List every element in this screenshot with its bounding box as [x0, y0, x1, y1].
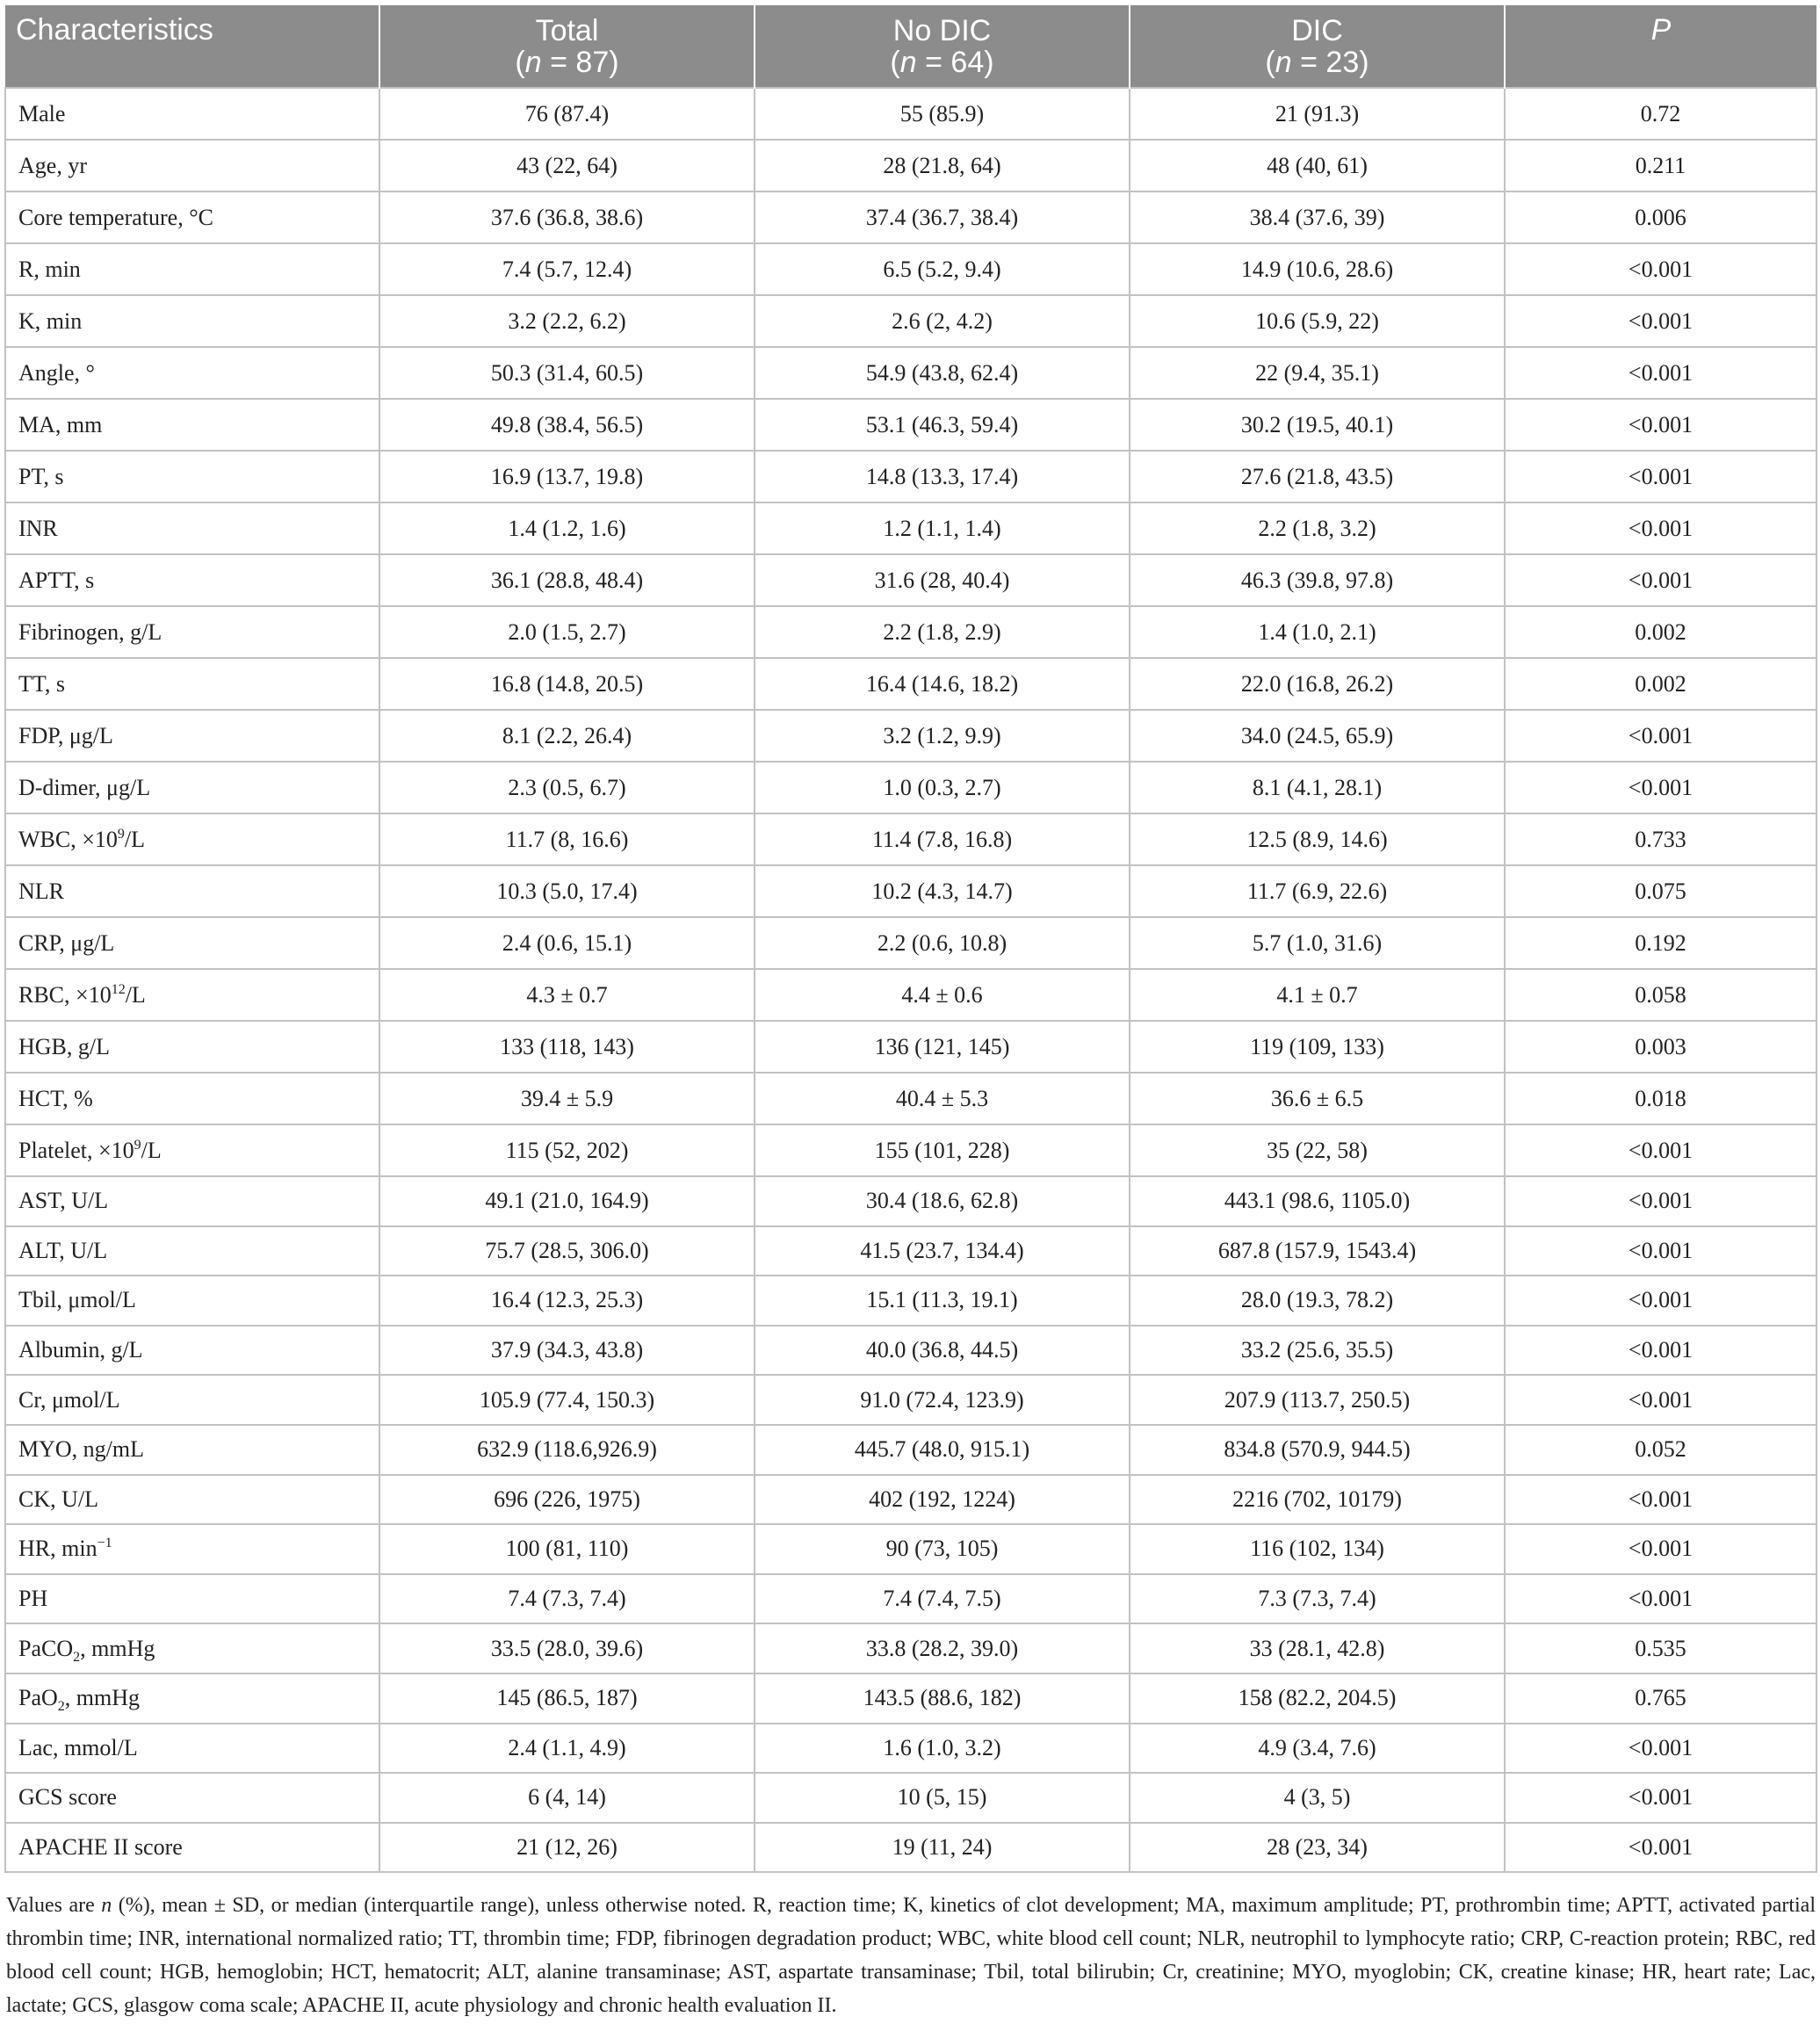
cell-p: <0.001	[1505, 1724, 1816, 1774]
cell-p: <0.001	[1505, 295, 1816, 347]
cell-total: 33.5 (28.0, 39.6)	[379, 1623, 755, 1673]
row-label: D-dimer, μg/L	[5, 762, 379, 813]
header-row	[5, 5, 1816, 88]
cell-dic: 8.1 (4.1, 28.1)	[1130, 762, 1505, 813]
cell-total: 7.4 (7.3, 7.4)	[379, 1574, 755, 1624]
table-row	[5, 347, 1816, 399]
cell-p: 0.058	[1505, 969, 1816, 1021]
cell-total: 21 (12, 26)	[379, 1823, 755, 1873]
cell-p: <0.001	[1505, 451, 1816, 502]
cell-p: 0.192	[1505, 917, 1816, 969]
cell-total: 76 (87.4)	[379, 88, 755, 140]
cell-dic: 22.0 (16.8, 26.2)	[1130, 658, 1505, 710]
row-label: Tbil, μmol/L	[5, 1276, 379, 1326]
cell-dic: 21 (91.3)	[1130, 88, 1505, 140]
cell-no-dic: 28 (21.8, 64)	[755, 140, 1130, 192]
cell-total: 6 (4, 14)	[379, 1773, 755, 1823]
row-label: HGB, g/L	[5, 1021, 379, 1073]
cell-no-dic: 15.1 (11.3, 19.1)	[755, 1276, 1130, 1326]
cell-p: <0.001	[1505, 1475, 1816, 1525]
header-no-dic	[755, 5, 1130, 88]
cell-no-dic: 91.0 (72.4, 123.9)	[755, 1375, 1130, 1425]
cell-no-dic: 155 (101, 228)	[755, 1124, 1130, 1176]
cell-dic: 119 (109, 133)	[1130, 1021, 1505, 1073]
row-label: Fibrinogen, g/L	[5, 606, 379, 658]
cell-p: <0.001	[1505, 554, 1816, 606]
cell-dic: 7.3 (7.3, 7.4)	[1130, 1574, 1505, 1624]
row-label: CRP, μg/L	[5, 917, 379, 969]
cell-no-dic: 3.2 (1.2, 9.9)	[755, 710, 1130, 762]
cell-total: 2.0 (1.5, 2.7)	[379, 606, 755, 658]
table-row	[5, 658, 1816, 710]
cell-total: 133 (118, 143)	[379, 1021, 755, 1073]
table-row	[5, 865, 1816, 917]
row-label: PH	[5, 1574, 379, 1624]
cell-total: 2.4 (0.6, 15.1)	[379, 917, 755, 969]
cell-p: 0.765	[1505, 1673, 1816, 1724]
table-row	[5, 1375, 1816, 1425]
cell-no-dic: 40.0 (36.8, 44.5)	[755, 1326, 1130, 1376]
header-p	[1505, 5, 1816, 88]
cell-total: 37.9 (34.3, 43.8)	[379, 1326, 755, 1376]
row-label: FDP, μg/L	[5, 710, 379, 762]
cell-total: 7.4 (5.7, 12.4)	[379, 243, 755, 295]
table-row	[5, 1425, 1816, 1475]
cell-dic: 33.2 (25.6, 35.5)	[1130, 1326, 1505, 1376]
row-label: R, min	[5, 243, 379, 295]
cell-total: 3.2 (2.2, 6.2)	[379, 295, 755, 347]
cell-total: 1.4 (1.2, 1.6)	[379, 502, 755, 554]
cell-p: 0.72	[1505, 88, 1816, 140]
cell-dic: 28 (23, 34)	[1130, 1823, 1505, 1873]
cell-no-dic: 54.9 (43.8, 62.4)	[755, 347, 1130, 399]
cell-dic: 158 (82.2, 204.5)	[1130, 1673, 1505, 1724]
cell-no-dic: 2.2 (1.8, 2.9)	[755, 606, 1130, 658]
cell-no-dic: 143.5 (88.6, 182)	[755, 1673, 1130, 1724]
table-row	[5, 813, 1816, 865]
table-row	[5, 1574, 1816, 1624]
cell-no-dic: 55 (85.9)	[755, 88, 1130, 140]
cell-dic: 116 (102, 134)	[1130, 1524, 1505, 1574]
cell-p: 0.211	[1505, 140, 1816, 192]
header-p-label: P	[1650, 13, 1672, 47]
cell-dic: 28.0 (19.3, 78.2)	[1130, 1276, 1505, 1326]
cell-p: <0.001	[1505, 1326, 1816, 1376]
cell-no-dic: 11.4 (7.8, 16.8)	[755, 813, 1130, 865]
row-label: Age, yr	[5, 140, 379, 192]
cell-p: <0.001	[1505, 1773, 1816, 1823]
cell-total: 16.4 (12.3, 25.3)	[379, 1276, 755, 1326]
row-label: RBC, $\times 10^{12}/L$	[5, 969, 379, 1021]
cell-dic: 4.1 ± 0.7	[1130, 969, 1505, 1021]
row-label: Lac, mmol/L	[5, 1724, 379, 1774]
header-characteristics	[5, 5, 379, 88]
row-label: ALT, U/L	[5, 1226, 379, 1276]
cell-total: 36.1 (28.8, 48.4)	[379, 554, 755, 606]
table-row	[5, 451, 1816, 502]
row-label: Platelet, $\times 10^9/L$	[5, 1124, 379, 1176]
table-row	[5, 1276, 1816, 1326]
cell-dic: 4 (3, 5)	[1130, 1773, 1505, 1823]
cell-dic: 4.9 (3.4, 7.6)	[1130, 1724, 1505, 1774]
cell-p: <0.001	[1505, 1124, 1816, 1176]
table-row	[5, 1823, 1816, 1873]
cell-p: 0.002	[1505, 658, 1816, 710]
cell-dic: 2216 (702, 10179)	[1130, 1475, 1505, 1525]
cell-no-dic: 10.2 (4.3, 14.7)	[755, 865, 1130, 917]
cell-p: <0.001	[1505, 1226, 1816, 1276]
table-container	[4, 5, 1816, 2022]
row-label: K, min	[5, 295, 379, 347]
cell-dic: 48 (40, 61)	[1130, 140, 1505, 192]
table-row	[5, 1724, 1816, 1774]
table-row	[5, 1226, 1816, 1276]
cell-total: 10.3 (5.0, 17.4)	[379, 865, 755, 917]
cell-dic: 36.6 ± 6.5	[1130, 1073, 1505, 1124]
cell-no-dic: 1.6 (1.0, 3.2)	[755, 1724, 1130, 1774]
cell-dic: 443.1 (98.6, 1105.0)	[1130, 1176, 1505, 1226]
cell-no-dic: 53.1 (46.3, 59.4)	[755, 399, 1130, 451]
cell-dic: 35 (22, 58)	[1130, 1124, 1505, 1176]
cell-dic: 5.7 (1.0, 31.6)	[1130, 917, 1505, 969]
row-label: NLR	[5, 865, 379, 917]
cell-p: 0.018	[1505, 1073, 1816, 1124]
table-row	[5, 1176, 1816, 1226]
cell-no-dic: 2.6 (2, 4.2)	[755, 295, 1130, 347]
cell-no-dic: 402 (192, 1224)	[755, 1475, 1130, 1525]
cell-no-dic: 4.4 ± 0.6	[755, 969, 1130, 1021]
table-row	[5, 1021, 1816, 1073]
cell-p: 0.006	[1505, 192, 1816, 243]
cell-p: <0.001	[1505, 347, 1816, 399]
cell-total: 50.3 (31.4, 60.5)	[379, 347, 755, 399]
cell-dic: 1.4 (1.0, 2.1)	[1130, 606, 1505, 658]
header-total-label: Total	[535, 13, 599, 47]
cell-total: 105.9 (77.4, 150.3)	[379, 1375, 755, 1425]
cell-p: <0.001	[1505, 399, 1816, 451]
table-row	[5, 1673, 1816, 1724]
cell-dic: 27.6 (21.8, 43.5)	[1130, 451, 1505, 502]
header-total	[379, 5, 755, 88]
table-row	[5, 917, 1816, 969]
cell-p: <0.001	[1505, 1375, 1816, 1425]
table-body	[5, 88, 1816, 1872]
table-row	[5, 88, 1816, 140]
table-row	[5, 399, 1816, 451]
row-label: HCT, %	[5, 1073, 379, 1124]
row-label: HR, $\min^{-1}$	[5, 1524, 379, 1574]
cell-total: 100 (81, 110)	[379, 1524, 755, 1574]
cell-total: 11.7 (8, 16.6)	[379, 813, 755, 865]
header-total-n: (n = 87)	[515, 45, 619, 79]
cell-no-dic: 16.4 (14.6, 18.2)	[755, 658, 1130, 710]
row-label: MYO, ng/mL	[5, 1425, 379, 1475]
cell-total: 49.8 (38.4, 56.5)	[379, 399, 755, 451]
cell-no-dic: 1.2 (1.1, 1.4)	[755, 502, 1130, 554]
cell-total: 37.6 (36.8, 38.6)	[379, 192, 755, 243]
cell-no-dic: 2.2 (0.6, 10.8)	[755, 917, 1130, 969]
table-row	[5, 1773, 1816, 1823]
characteristics-table	[4, 5, 1817, 1873]
row-label: APACHE II score	[5, 1823, 379, 1873]
cell-no-dic: 40.4 ± 5.3	[755, 1073, 1130, 1124]
table-header	[5, 5, 1816, 88]
row-label: CK, U/L	[5, 1475, 379, 1525]
cell-dic: 22 (9.4, 35.1)	[1130, 347, 1505, 399]
table-row	[5, 295, 1816, 347]
cell-total: 39.4 ± 5.9	[379, 1073, 755, 1124]
table-row	[5, 554, 1816, 606]
table-row	[5, 1475, 1816, 1525]
cell-p: 0.733	[1505, 813, 1816, 865]
row-label: PaO$_2$, mmHg	[5, 1673, 379, 1724]
cell-total: 75.7 (28.5, 306.0)	[379, 1226, 755, 1276]
cell-total: 49.1 (21.0, 164.9)	[379, 1176, 755, 1226]
cell-total: 16.8 (14.8, 20.5)	[379, 658, 755, 710]
table-row	[5, 606, 1816, 658]
cell-total: 632.9 (118.6,926.9)	[379, 1425, 755, 1475]
cell-p: <0.001	[1505, 1524, 1816, 1574]
table-row	[5, 1326, 1816, 1376]
cell-no-dic: 33.8 (28.2, 39.0)	[755, 1623, 1130, 1673]
table-row	[5, 140, 1816, 192]
cell-dic: 10.6 (5.9, 22)	[1130, 295, 1505, 347]
cell-total: 115 (52, 202)	[379, 1124, 755, 1176]
cell-no-dic: 136 (121, 145)	[755, 1021, 1130, 1073]
cell-p: 0.003	[1505, 1021, 1816, 1073]
cell-dic: 11.7 (6.9, 22.6)	[1130, 865, 1505, 917]
cell-p: <0.001	[1505, 1176, 1816, 1226]
row-label: Albumin, g/L	[5, 1326, 379, 1376]
cell-total: 8.1 (2.2, 26.4)	[379, 710, 755, 762]
row-label: GCS score	[5, 1773, 379, 1823]
header-no-dic-label: No DIC	[892, 13, 992, 47]
row-label: AST, U/L	[5, 1176, 379, 1226]
cell-no-dic: 37.4 (36.7, 38.4)	[755, 192, 1130, 243]
cell-p: <0.001	[1505, 243, 1816, 295]
row-label: PT, s	[5, 451, 379, 502]
table-row	[5, 1524, 1816, 1574]
cell-total: 43 (22, 64)	[379, 140, 755, 192]
header-dic-n: (n = 23)	[1265, 45, 1369, 79]
cell-no-dic: 14.8 (13.3, 17.4)	[755, 451, 1130, 502]
cell-total: 4.3 ± 0.7	[379, 969, 755, 1021]
row-label: Cr, μmol/L	[5, 1375, 379, 1425]
cell-dic: 14.9 (10.6, 28.6)	[1130, 243, 1505, 295]
table-row	[5, 502, 1816, 554]
cell-dic: 207.9 (113.7, 250.5)	[1130, 1375, 1505, 1425]
cell-dic: 38.4 (37.6, 39)	[1130, 192, 1505, 243]
header-no-dic-n: (n = 64)	[890, 45, 994, 79]
cell-dic: 12.5 (8.9, 14.6)	[1130, 813, 1505, 865]
table-row	[5, 243, 1816, 295]
table-row	[5, 710, 1816, 762]
row-label: MA, mm	[5, 399, 379, 451]
cell-total: 2.4 (1.1, 4.9)	[379, 1724, 755, 1774]
cell-dic: 2.2 (1.8, 3.2)	[1130, 502, 1505, 554]
cell-no-dic: 6.5 (5.2, 9.4)	[755, 243, 1130, 295]
cell-no-dic: 445.7 (48.0, 915.1)	[755, 1425, 1130, 1475]
table-row	[5, 762, 1816, 813]
row-label: WBC, $\times 10^9/L$	[5, 813, 379, 865]
cell-total: 2.3 (0.5, 6.7)	[379, 762, 755, 813]
cell-dic: 834.8 (570.9, 944.5)	[1130, 1425, 1505, 1475]
table-footnote: Values are n (%), mean ± SD, or median (interquartile range), unless otherwise noted. R, reaction time; K, kinetics of clot development; MA, maximum amplitude; PT, prothrombin time; APTT, activated partial thrombin time; INR, international normalized ratio; TT, thrombin time; FDP, fibrinogen degradation product; WBC, white blood cell count; NLR, neutrophil to lymphocyte ratio; CRP, C-reaction protein; RBC, red blood cell count; HGB, hemoglobin; HCT, hematocrit; ALT, alanine transaminase; AST, aspartate transaminase; Tbil, total bilirubin; Cr, creatinine; MYO, myoglobin; CK, creatine kinase; HR, heart rate; Lac, lactate; GCS, glasgow coma scale; APACHE II, acute physiology and chronic health evaluation II.	[6, 1894, 1816, 2018]
cell-p: 0.075	[1505, 865, 1816, 917]
cell-dic: 33 (28.1, 42.8)	[1130, 1623, 1505, 1673]
cell-no-dic: 31.6 (28, 40.4)	[755, 554, 1130, 606]
cell-no-dic: 41.5 (23.7, 134.4)	[755, 1226, 1130, 1276]
cell-p: <0.001	[1505, 1276, 1816, 1326]
cell-no-dic: 7.4 (7.4, 7.5)	[755, 1574, 1130, 1624]
header-characteristics-label: Characteristics	[16, 13, 213, 47]
header-dic-label: DIC	[1291, 13, 1343, 47]
row-label: TT, s	[5, 658, 379, 710]
cell-p: 0.535	[1505, 1623, 1816, 1673]
cell-p: <0.001	[1505, 762, 1816, 813]
row-label: Core temperature, °C	[5, 192, 379, 243]
table-row	[5, 1124, 1816, 1176]
cell-p: <0.001	[1505, 710, 1816, 762]
cell-total: 696 (226, 1975)	[379, 1475, 755, 1525]
row-label: Angle, °	[5, 347, 379, 399]
cell-p: <0.001	[1505, 502, 1816, 554]
cell-dic: 30.2 (19.5, 40.1)	[1130, 399, 1505, 451]
table-row	[5, 969, 1816, 1021]
header-dic	[1130, 5, 1505, 88]
table-row	[5, 1623, 1816, 1673]
cell-dic: 34.0 (24.5, 65.9)	[1130, 710, 1505, 762]
cell-dic: 687.8 (157.9, 1543.4)	[1130, 1226, 1505, 1276]
cell-total: 145 (86.5, 187)	[379, 1673, 755, 1724]
row-label: Male	[5, 88, 379, 140]
cell-p: 0.002	[1505, 606, 1816, 658]
cell-p: <0.001	[1505, 1823, 1816, 1873]
cell-no-dic: 90 (73, 105)	[755, 1524, 1130, 1574]
cell-no-dic: 30.4 (18.6, 62.8)	[755, 1176, 1130, 1226]
cell-no-dic: 10 (5, 15)	[755, 1773, 1130, 1823]
table-row	[5, 192, 1816, 243]
row-label: PaCO$_2$, mmHg	[5, 1623, 379, 1673]
row-label: INR	[5, 502, 379, 554]
cell-total: 16.9 (13.7, 19.8)	[379, 451, 755, 502]
cell-no-dic: 1.0 (0.3, 2.7)	[755, 762, 1130, 813]
cell-no-dic: 19 (11, 24)	[755, 1823, 1130, 1873]
cell-dic: 46.3 (39.8, 97.8)	[1130, 554, 1505, 606]
row-label: APTT, s	[5, 554, 379, 606]
cell-p: <0.001	[1505, 1574, 1816, 1624]
table-row	[5, 1073, 1816, 1124]
cell-p: 0.052	[1505, 1425, 1816, 1475]
